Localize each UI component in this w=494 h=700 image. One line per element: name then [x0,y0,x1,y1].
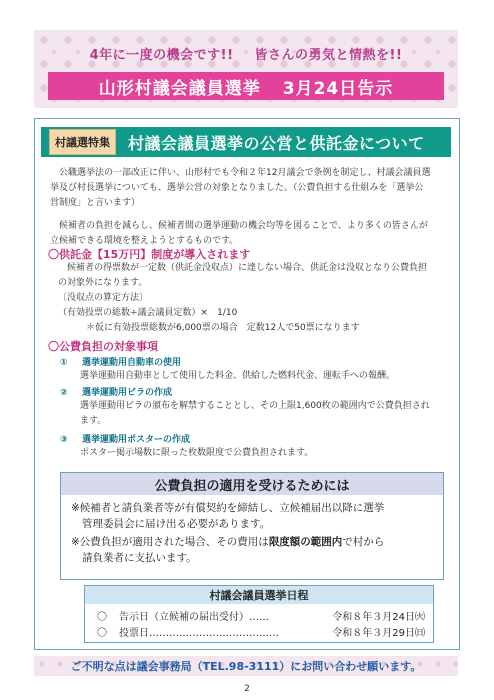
deposit-line: 〔没収点の算定方法〕 [58,293,149,303]
intro-line: 公職選挙法の一部改正に伴い、山形村でも令和２年12月議会で条例を制定し、村議会議員選 [59,168,431,178]
row-value: 令和８年３月29日㈰ [332,628,425,639]
deposit-line: ＊仮に有効投票総数が6,000票の場合 定数12人で50票になります [86,323,360,333]
banner-title [48,72,444,100]
deposit-line: 候補者の得票数が一定数（供託金没収点）に達しない場合、供託金は没収となり公費負担 [67,263,428,273]
public-box-line: ※候補者と請負業者等が有償契約を締結し、立候補届出以降に選挙 [71,502,385,514]
deposit-line: の対象外になります。 [58,278,148,288]
tagline-part-1: 4年に一度の機会です!! [89,48,234,63]
row-mark: 〇 [97,628,107,639]
item-2-line: 選挙運動用ビラの頒布を解禁することとし、その上限1,600枚の範囲内で公費負担され [80,401,430,411]
item-1-text: 選挙運動用自動車として使用した料金、供給した燃料代金、運転手への報酬。 [80,371,396,381]
section-header [41,127,451,157]
item-2-line: ます。 [80,416,107,426]
schedule-row [97,608,425,623]
row-mark: 〇 [97,612,107,623]
item-3-text: ポスター掲示場数に限った枚数限度で公費負担されます。 [80,448,314,458]
intro-paragraph [50,166,454,249]
intro-line: 立候補できる環境を整えようとするものです。 [50,236,239,246]
item-label: 選挙運動用自動車の使用 [82,358,182,368]
row-label: 投票日………………………………… [119,628,279,639]
intro-line: 挙及び村長選挙についても、選挙公営の対象となりました。（公費負担する仕組みを「選挙公 [50,183,424,193]
page-number: 2 [244,684,250,694]
public-box-text: ※公費負担が適用された場合、その費用は [71,536,269,548]
public-burden-heading: 〇公費負担の対象事項 [48,340,158,353]
intro-line: 候補者の負担を減らし、候補者間の選挙運動の機会均等を図ることで、より多くの皆さんが [59,221,428,231]
row-value: 令和８年３月24日㈫ [332,612,425,623]
public-box-text: で村から [342,536,385,548]
schedule-title: 村議会議員選挙日程 [85,586,433,604]
item-label: 選挙運動用ポスターの作成 [82,435,191,445]
limit-emphasis: 限度額の範囲内 [268,536,343,548]
feature-tag: 村議選特集 [49,129,116,155]
section-title: 村議会議員選挙の公営と供託金について [128,133,425,153]
item-3-label [60,432,190,445]
public-box-line [71,534,435,550]
deposit-heading: 〇供託金【15万円】制度が導入されます [48,248,251,261]
public-box-line: 管理委員会に届け出る必要があります。 [82,518,271,530]
item-2-label [60,385,172,398]
item-2-text [80,399,454,429]
item-number: ① [60,358,68,368]
public-burden-box [60,472,444,580]
public-box-line: 請負業者に支払います。 [82,552,197,564]
item-label: 選挙運動用ビラの作成 [82,388,173,398]
tagline-part-2: 皆さんの勇気と情熱を!! [254,48,403,63]
header-banner [34,30,458,108]
public-box-title: 公費負担の適用を受けるためには [61,473,443,495]
banner-title-date: 3月24日告示 [282,78,394,99]
schedule-row [97,624,425,639]
row-label: 告示日（立候補の届出受付）…… [119,612,269,623]
item-number: ② [60,388,68,398]
item-number: ③ [60,435,68,445]
item-1-label [60,355,181,368]
deposit-line: （有効投票の総数÷議会議員定数）× 1/10 [58,308,238,318]
deposit-text [58,261,454,336]
schedule-box [84,585,434,643]
banner-tagline [34,44,458,63]
contact-footer [34,656,458,676]
banner-title-main: 山形村議会議員選挙 [98,78,261,99]
intro-line: 営制度」と言います） [50,198,141,208]
footer-text: ご不明な点は議会事務局（TEL.98-3111）にお問い合わせ願います。 [70,660,422,673]
